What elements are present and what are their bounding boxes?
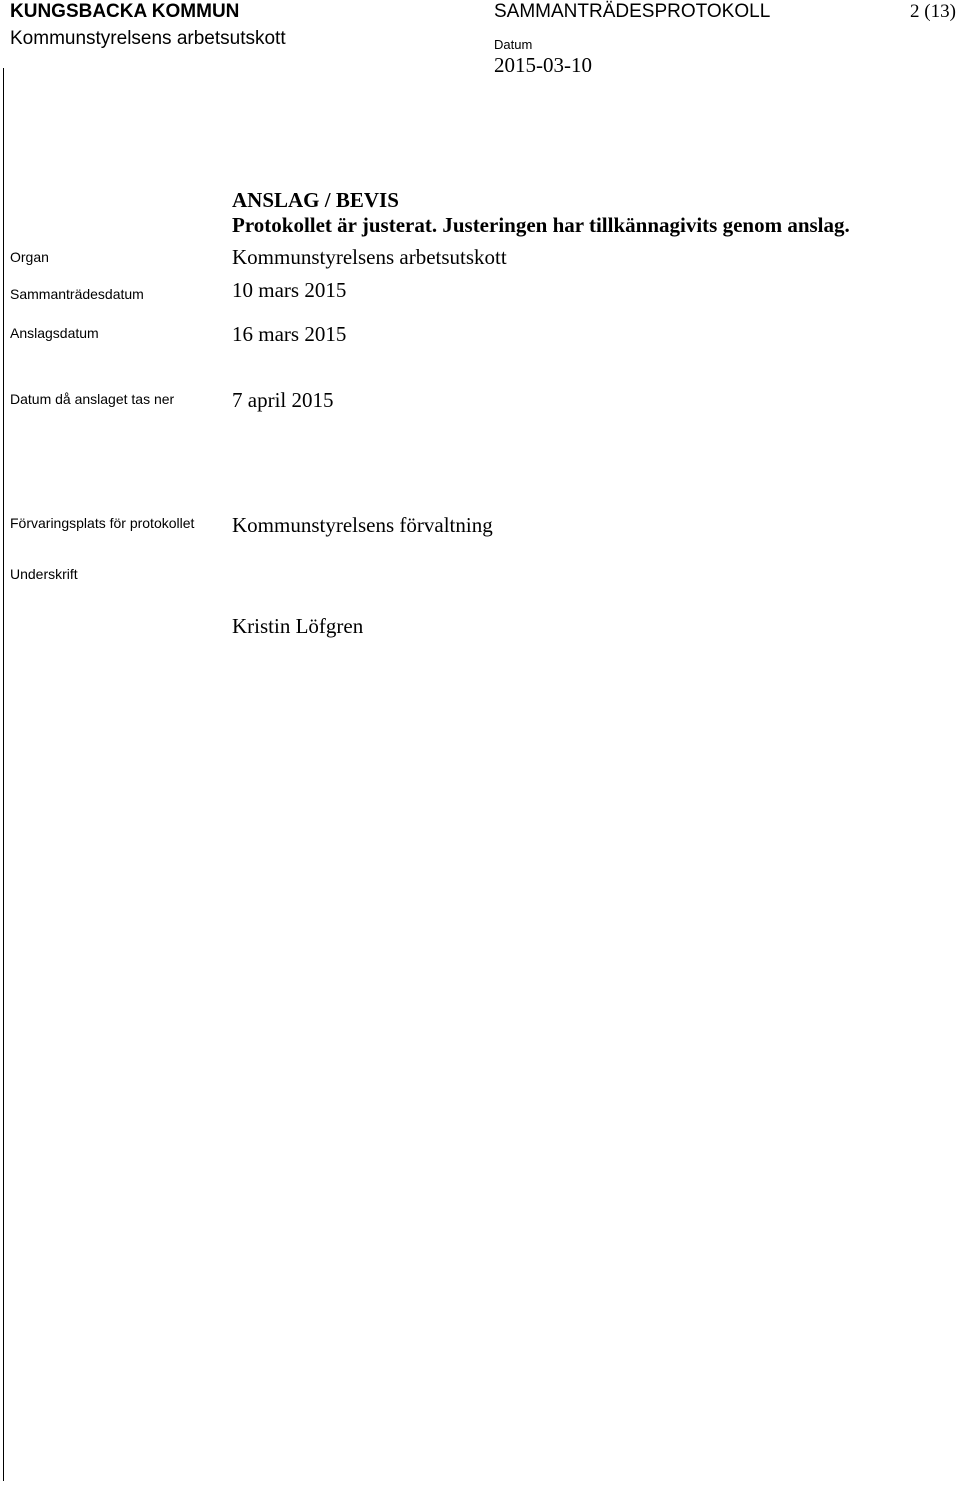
meeting-date-value: 10 mars 2015 xyxy=(232,278,347,302)
posting-date-value: 16 mars 2015 xyxy=(232,322,347,346)
organ-label: Organ xyxy=(10,249,49,265)
organ-value: Kommunstyrelsens arbetsutskott xyxy=(232,245,507,269)
date-value: 2015-03-10 xyxy=(494,53,592,77)
page-number: 2 (13) xyxy=(910,1,956,22)
anslag-subtitle: Protokollet är justerat. Justeringen har tillkännagivits genom anslag. xyxy=(232,213,850,237)
body-name: Kommunstyrelsens arbetsutskott xyxy=(10,28,286,49)
signature-label: Underskrift xyxy=(10,566,78,582)
storage-location-label: Förvaringsplats för protokollet xyxy=(10,515,195,531)
date-label: Datum xyxy=(494,37,533,52)
storage-location-value: Kommunstyrelsens förvaltning xyxy=(232,513,493,537)
left-margin-rule xyxy=(3,68,4,1481)
removal-date-value: 7 april 2015 xyxy=(232,388,334,412)
organization-name: KUNGSBACKA KOMMUN xyxy=(10,1,240,22)
document-type: SAMMANTRÄDESPROTOKOLL xyxy=(494,1,771,22)
meeting-date-label: Sammanträdesdatum xyxy=(10,286,144,302)
posting-date-label: Anslagsdatum xyxy=(10,325,99,341)
anslag-title: ANSLAG / BEVIS xyxy=(232,188,399,212)
removal-date-label: Datum då anslaget tas ner xyxy=(10,391,175,407)
signature-value: Kristin Löfgren xyxy=(232,614,364,638)
